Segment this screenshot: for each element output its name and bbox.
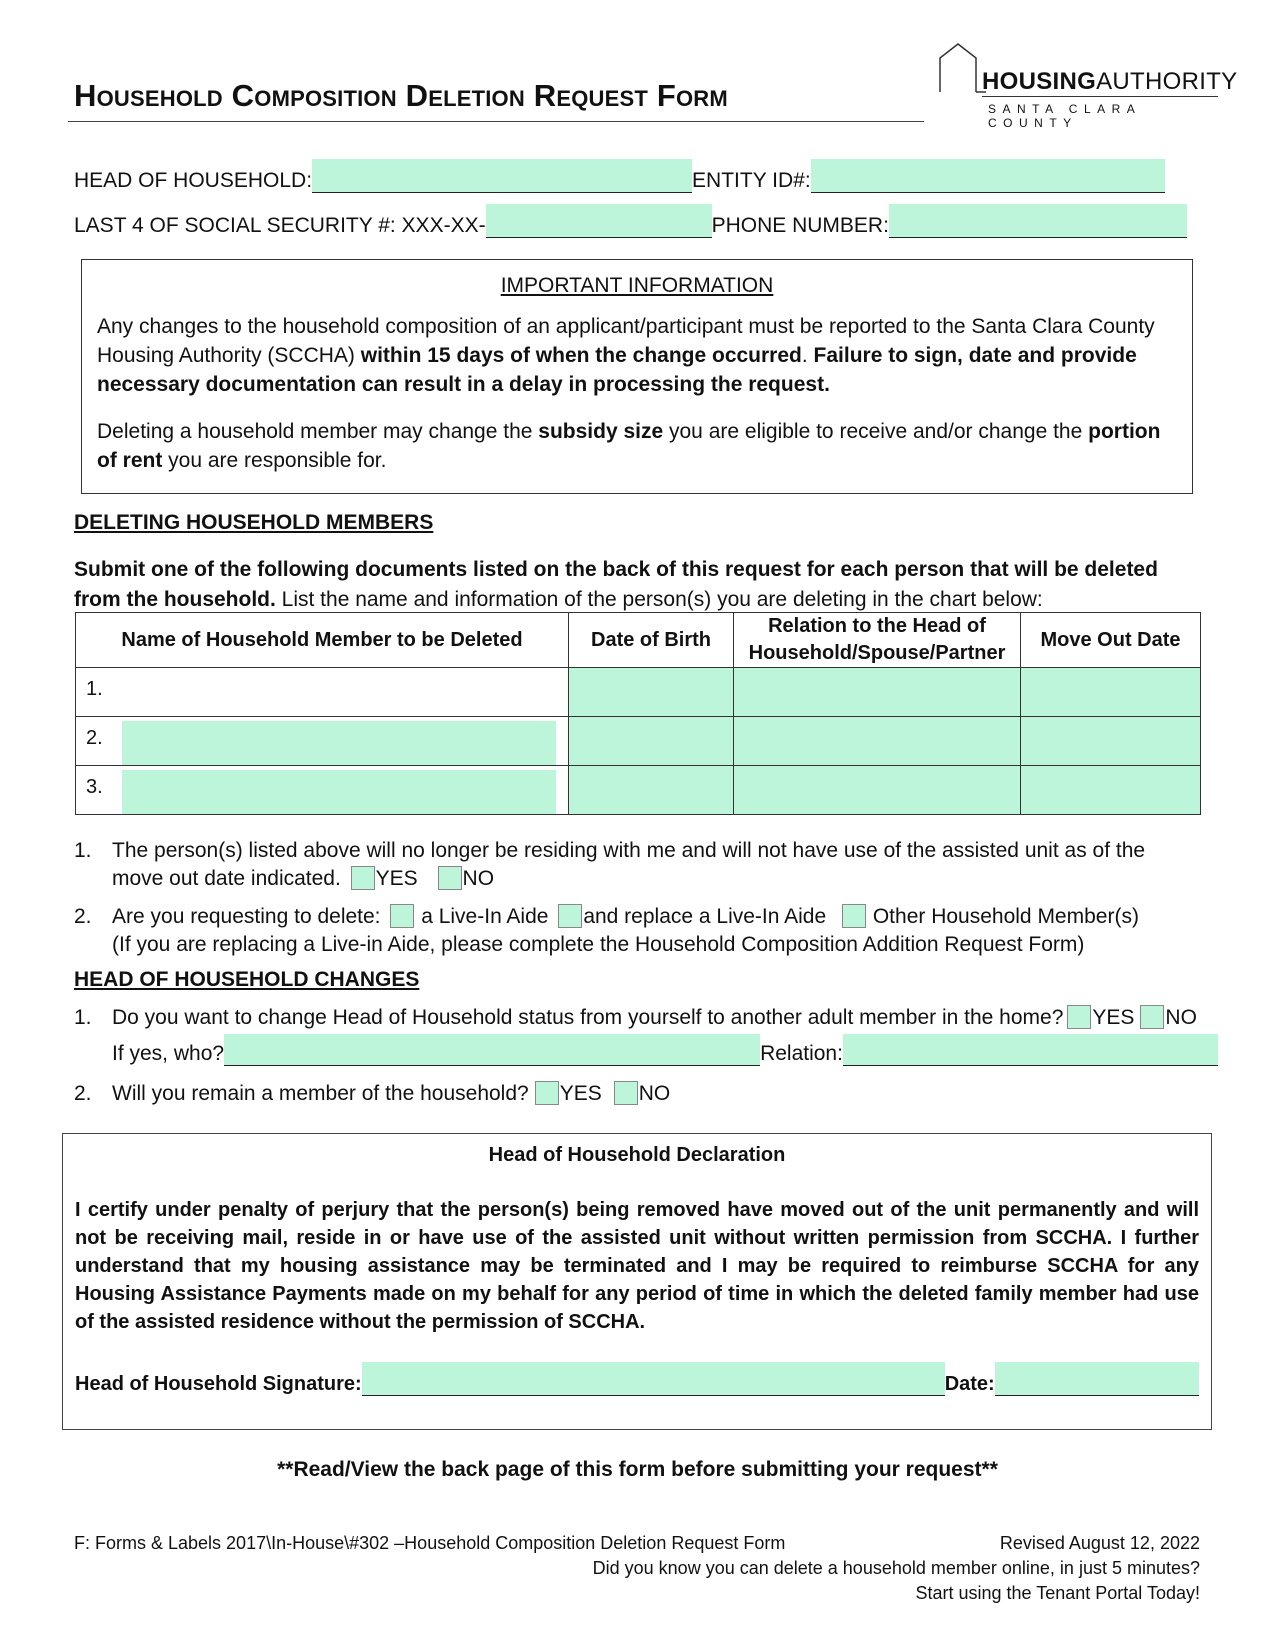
- hoh-question-1-text: Do you want to change Head of Household status from yourself to another adult member in the home?: [112, 1006, 1064, 1029]
- title-divider: [68, 121, 924, 122]
- col-name-header: Name of Household Member to be Deleted: [76, 613, 569, 668]
- other-member-checkbox[interactable]: [842, 904, 866, 928]
- yes-label: YES: [559, 1082, 602, 1105]
- moveout-cell[interactable]: [1021, 766, 1201, 815]
- phone-number-field[interactable]: [889, 204, 1187, 238]
- hoh-change-no-checkbox[interactable]: [1140, 1005, 1164, 1029]
- signature-label: Head of Household Signature:: [75, 1373, 362, 1395]
- hoh-changes-heading: HEAD OF HOUSEHOLD CHANGES: [74, 968, 420, 991]
- name-cell[interactable]: [76, 717, 569, 766]
- col-dob-header: Date of Birth: [569, 613, 734, 668]
- question-2-number: 2.: [74, 905, 92, 928]
- important-paragraph-2: [97, 417, 1172, 475]
- relation-cell[interactable]: [734, 668, 1021, 717]
- live-in-aide-label: a Live-In Aide: [421, 905, 549, 928]
- replace-live-in-aide-checkbox[interactable]: [558, 904, 582, 928]
- remain-no-checkbox[interactable]: [614, 1081, 638, 1105]
- logo-name-bold: HOUSING: [982, 68, 1097, 95]
- replace-aide-label: and replace a Live-In Aide: [583, 905, 827, 928]
- p2-text-b: subsidy size: [538, 420, 664, 443]
- no-label: NO: [638, 1082, 671, 1105]
- question-2-text: Are you requesting to delete:: [112, 905, 381, 928]
- hoh-question-2-text: Will you remain a member of the household?: [112, 1082, 529, 1105]
- signature-row: [75, 1362, 1199, 1396]
- yes-label: YES: [375, 867, 418, 890]
- p1-text-d: Failure to sign, date and provide necessary documentation can result in a delay in processing the request.: [97, 344, 1137, 396]
- q1-yes-checkbox[interactable]: [351, 866, 375, 890]
- question-2: [112, 903, 1202, 959]
- question-1-number: 1.: [74, 839, 92, 862]
- footer-path: F: Forms & Labels 2017\In-House\#302 –Household Composition Deletion Request Form: [74, 1533, 786, 1553]
- footer-revised: Revised August 12, 2022: [999, 1533, 1200, 1553]
- delete-live-in-aide-checkbox[interactable]: [390, 904, 414, 928]
- row-number: 2.: [86, 727, 103, 749]
- moveout-cell[interactable]: [1021, 668, 1201, 717]
- footer-portal-link[interactable]: Start using the Tenant Portal Today!: [915, 1583, 1200, 1603]
- relation-cell[interactable]: [734, 717, 1021, 766]
- question-2-note: (If you are replacing a Live-in Aide, please complete the Household Composition Addition Request Form): [112, 933, 1085, 956]
- name-cell[interactable]: [76, 766, 569, 815]
- moveout-cell[interactable]: [1021, 717, 1201, 766]
- deletion-table: [75, 612, 1201, 815]
- table-header-row: [76, 613, 1201, 668]
- signature-field[interactable]: [362, 1362, 945, 1396]
- hoh-question-1-number: 1.: [74, 1006, 92, 1029]
- row-number: 3.: [86, 776, 103, 798]
- p1-text-b: within 15 days of when the change occurred: [360, 344, 802, 367]
- head-of-household-row: [74, 159, 1165, 193]
- no-label: NO: [462, 867, 495, 890]
- remain-yes-checkbox[interactable]: [535, 1081, 559, 1105]
- ssn-last4-field[interactable]: [486, 204, 712, 238]
- p2-text-e: you are responsible for.: [162, 449, 387, 472]
- p2-text-c: you are eligible to receive and/or change the: [663, 420, 1089, 443]
- instructions-rest: List the name and information of the person(s) you are deleting in the chart below:: [275, 588, 1043, 611]
- col-relation-header: Relation to the Head of Household/Spouse/Partner: [734, 613, 1021, 668]
- hoh-question-2-number: 2.: [74, 1082, 92, 1105]
- logo-rule: [982, 96, 1218, 97]
- declaration-box: [62, 1133, 1212, 1430]
- dob-cell[interactable]: [569, 668, 734, 717]
- entity-id-field[interactable]: [811, 159, 1165, 193]
- who-label: If yes, who?: [112, 1042, 225, 1065]
- name-field[interactable]: [122, 721, 556, 765]
- dob-cell[interactable]: [569, 766, 734, 815]
- ssn-row: [74, 204, 1187, 238]
- name-cell[interactable]: [76, 668, 569, 717]
- house-icon: [938, 40, 988, 100]
- important-heading: IMPORTANT INFORMATION: [500, 274, 774, 297]
- relation-label: Relation:: [760, 1042, 843, 1065]
- declaration-text: I certify under penalty of perjury that the person(s) being removed have moved out of the unit permanently and will not be receiving mail, reside in or have use of the assisted unit without written permission from SCCHA. I further understand that my housing assistance may be terminated and I may be required to reimburse SCCHA for any Housing Assistance Payments made on my behalf for any period of time in which the deleted family member had use of the assisted residence without the permission of SCCHA.: [75, 1199, 1199, 1333]
- hoh-who-row: [112, 1034, 1218, 1068]
- table-row: [76, 668, 1201, 717]
- ssn-label: LAST 4 OF SOCIAL SECURITY #: XXX-XX-: [74, 214, 486, 237]
- deleting-members-heading: DELETING HOUSEHOLD MEMBERS: [74, 511, 434, 534]
- hoh-question-2: [112, 1080, 670, 1108]
- instructions-bold: Submit one of the following documents listed on the back of this request for each person that will be deleted from the household.: [74, 558, 1158, 611]
- table-row: [76, 717, 1201, 766]
- head-of-household-label: HEAD OF HOUSEHOLD:: [74, 169, 313, 192]
- q1-no-checkbox[interactable]: [438, 866, 462, 890]
- p2-text-d: portion of rent: [97, 420, 1161, 472]
- p2-text-a: Deleting a household member may change the: [97, 420, 539, 443]
- logo-subtitle: SANTA CLARA COUNTY: [988, 102, 1141, 130]
- deleting-instructions: [74, 555, 1204, 615]
- question-1-text: The person(s) listed above will no longer be residing with me and will not have use of the assisted unit as of the move out date indicated.: [112, 839, 1146, 890]
- phone-label: PHONE NUMBER:: [711, 214, 889, 237]
- logo-name: [982, 68, 1237, 96]
- important-paragraph-1: [97, 312, 1172, 399]
- question-1: [112, 837, 1192, 893]
- name-field[interactable]: [122, 770, 556, 814]
- relation-field[interactable]: [843, 1034, 1218, 1066]
- no-label: NO: [1165, 1006, 1197, 1029]
- p1-text-c: .: [801, 344, 814, 367]
- p1-text-a: Any changes to the household composition of an applicant/participant must be reported to the Santa Clara County Housing Authority (SCCHA): [97, 315, 1155, 367]
- back-page-notice: **Read/View the back page of this form before submitting your request**: [277, 1458, 998, 1481]
- hoh-change-yes-checkbox[interactable]: [1067, 1005, 1091, 1029]
- important-information-box: [81, 259, 1193, 494]
- who-field[interactable]: [224, 1034, 760, 1066]
- footer-online-note: Did you know you can delete a household member online, in just 5 minutes?: [592, 1558, 1200, 1578]
- housing-authority-logo: [938, 40, 1238, 130]
- other-member-label: Other Household Member(s): [872, 905, 1139, 928]
- title-text: Household Composition Deletion Request Form: [74, 78, 728, 113]
- date-field[interactable]: [995, 1362, 1199, 1396]
- table-row: [76, 766, 1201, 815]
- dob-cell[interactable]: [569, 717, 734, 766]
- head-of-household-field[interactable]: [312, 159, 692, 193]
- declaration-title: Head of Household Declaration: [488, 1144, 786, 1166]
- yes-label: YES: [1092, 1006, 1135, 1029]
- date-label: Date:: [944, 1373, 995, 1395]
- page-title: [74, 78, 728, 114]
- entity-id-label: ENTITY ID#:: [692, 169, 811, 192]
- row-number: 1.: [86, 678, 103, 700]
- col-moveout-header: Move Out Date: [1021, 613, 1201, 668]
- relation-cell[interactable]: [734, 766, 1021, 815]
- logo-name-rest: AUTHORITY: [1096, 68, 1238, 95]
- hoh-question-1: [112, 1004, 1212, 1032]
